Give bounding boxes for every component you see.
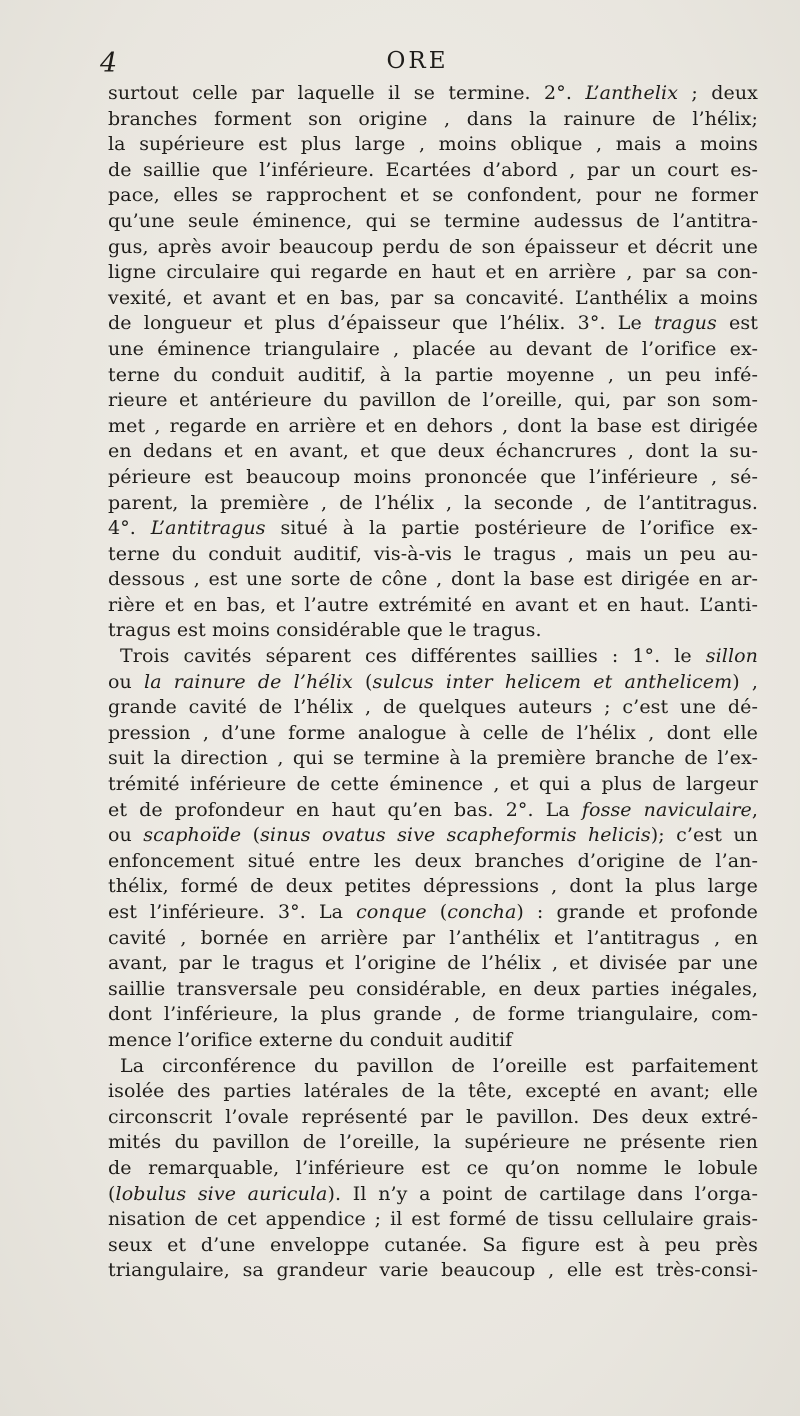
- text-line: [108, 849, 758, 875]
- text-run: triangulaire, sa grandeur varie beaucoup , elle est très-consi-: [108, 1259, 758, 1282]
- text-line: [108, 951, 758, 977]
- page-header: [0, 48, 800, 78]
- running-head: ORE: [386, 48, 449, 74]
- text-run: isolée des parties latérales de la tête, excepté en avant; elle: [108, 1080, 758, 1103]
- text-run: de remarquable, l’inférieure est ce qu’on nomme le lobule: [108, 1156, 758, 1179]
- text-run: rière et en bas, et l’autre extrémité en avant et en haut. L’anti-: [108, 593, 758, 616]
- text-run: de saillie que l’inférieure. Ecartées d’abord , par un court es-: [108, 158, 758, 181]
- text-run: cavité , bornée en arrière par l’anthélix et l’antitragus , en: [108, 926, 758, 949]
- text-run: situé à la partie postérieure de l’orifice ex-: [265, 517, 758, 540]
- italic-term: tragus: [654, 312, 717, 335]
- text-run: périeure est beaucoup moins prononcée que l’inférieure , sé-: [108, 465, 758, 488]
- text-line: [108, 1182, 758, 1208]
- text-line: [108, 977, 758, 1003]
- text-run: pression , d’une forme analogue à celle de l’hélix , dont elle: [108, 721, 758, 744]
- text-line: [108, 1105, 758, 1131]
- text-line: [108, 107, 758, 133]
- text-line: [108, 516, 758, 542]
- text-run: dessous , est une sorte de cône , dont la base est dirigée en ar-: [108, 568, 758, 591]
- text-run: circonscrit l’ovale représenté par le pavillon. Des deux extré-: [108, 1105, 758, 1128]
- text-line: [108, 81, 758, 107]
- text-line: [108, 874, 758, 900]
- text-line: [108, 311, 758, 337]
- page-number: 4: [100, 48, 118, 79]
- text-run: branches forment son origine , dans la rainure de l’hélix;: [108, 107, 758, 130]
- text-line: [108, 1156, 758, 1182]
- text-line: [108, 1233, 758, 1259]
- text-line: [108, 721, 758, 747]
- text-run: tragus est moins considérable que le tragus.: [108, 619, 542, 642]
- text-run: en dedans et en avant, et que deux échancrures , dont la su-: [108, 440, 758, 463]
- text-line: [108, 286, 758, 312]
- text-run: thélix, formé de deux petites dépressions , dont la plus large: [108, 875, 758, 898]
- text-run: mités du pavillon de l’oreille, la supérieure ne présente rien: [108, 1131, 758, 1154]
- italic-term: sillon: [705, 645, 758, 668]
- text-line: [108, 798, 758, 824]
- text-run: qu’une seule éminence, qui se termine audessus de l’antitra-: [108, 209, 758, 232]
- text-line: [108, 1079, 758, 1105]
- text-run: terne du conduit auditif, à la partie moyenne , un peu infé-: [108, 363, 758, 386]
- text-line: [108, 644, 758, 670]
- text-run: terne du conduit auditif, vis-à-vis le tragus , mais un peu au-: [108, 542, 758, 565]
- italic-term: L’antitragus: [150, 517, 266, 540]
- text-line: [108, 260, 758, 286]
- text-line: [108, 337, 758, 363]
- text-run: est: [716, 312, 758, 335]
- text-run: pace, elles se rapprochent et se confondent, pour ne former: [108, 184, 758, 207]
- text-run: (: [426, 901, 448, 923]
- text-run: avant, par le tragus et l’origine de l’hélix , et divisée par une: [108, 952, 758, 975]
- text-line: [108, 772, 758, 798]
- italic-term: lobulus sive auricula: [115, 1182, 328, 1205]
- text-run: ,: [751, 798, 758, 821]
- text-line: [108, 1054, 758, 1080]
- text-run: surtout celle par laquelle il se termine. 2°.: [108, 82, 586, 104]
- text-run: saillie transversale peu considérable, en deux parties inégales,: [108, 977, 758, 1000]
- italic-term: L’anthelix: [585, 82, 679, 104]
- italic-term: concha: [447, 901, 517, 923]
- text-line: [108, 158, 758, 184]
- text-run: rieure et antérieure du pavillon de l’oreille, qui, par son som-: [108, 389, 758, 412]
- text-line: [108, 414, 758, 440]
- text-run: enfoncement situé entre les deux branches d’origine de l’an-: [108, 849, 758, 872]
- text-run: seux et d’une enveloppe cutanée. Sa figure est à peu près: [108, 1233, 758, 1256]
- italic-term: la rainure de l’hélix: [144, 670, 353, 693]
- text-run: ) : grande et profonde: [516, 901, 758, 923]
- text-run: (: [352, 670, 373, 693]
- text-line: [108, 491, 758, 517]
- text-line: [108, 439, 758, 465]
- text-line: [108, 363, 758, 389]
- text-run: ou: [108, 670, 145, 693]
- text-run: ) ,: [732, 670, 758, 693]
- text-line: [108, 235, 758, 261]
- text-line: [108, 209, 758, 235]
- text-line: [108, 926, 758, 952]
- text-line: [108, 465, 758, 491]
- text-line: [108, 618, 758, 644]
- text-run: la supérieure est plus large , moins oblique , mais a moins: [108, 133, 758, 156]
- text-run: dont l’inférieure, la plus grande , de forme triangulaire, com-: [108, 1003, 758, 1026]
- text-run: vexité, et avant et en bas, par sa concavité. L’anthélix a moins: [108, 286, 758, 309]
- text-run: parent, la première , de l’hélix , la seconde , de l’antitragus.: [108, 491, 758, 514]
- text-run: ); c’est un: [650, 824, 759, 847]
- italic-term: sulcus inter helicem et anthelicem: [372, 670, 733, 693]
- text-run: mence l’orifice externe du conduit auditif: [108, 1028, 513, 1051]
- text-run: suit la direction , qui se termine à la première branche de l’ex-: [108, 747, 758, 770]
- text-run: ; deux: [678, 82, 758, 104]
- text-run: ligne circulaire qui regarde en haut et en arrière , par sa con-: [108, 261, 758, 284]
- italic-term: fosse naviculaire: [581, 798, 752, 821]
- text-run: une éminence triangulaire , placée au devant de l’orifice ex-: [108, 337, 758, 360]
- text-run: met , regarde en arrière et en dehors , dont la base est dirigée: [108, 414, 758, 437]
- text-run: 4°.: [108, 517, 151, 540]
- text-line: [108, 593, 758, 619]
- italic-term: conque: [356, 901, 427, 923]
- text-line: [108, 900, 758, 926]
- text-line: [108, 542, 758, 568]
- text-run: Trois cavités séparent ces différentes saillies : 1°. le: [120, 645, 706, 668]
- text-line: [108, 1002, 758, 1028]
- text-run: et de profondeur en haut qu’en bas. 2°. La: [108, 798, 582, 821]
- text-line: [108, 132, 758, 158]
- text-line: [108, 1207, 758, 1233]
- text-run: nisation de cet appendice ; il est formé de tissu cellulaire grais-: [108, 1208, 758, 1231]
- text-line: [108, 388, 758, 414]
- italic-term: scaphoïde: [143, 824, 242, 847]
- text-line: [108, 1028, 758, 1054]
- text-run: est l’inférieure. 3°. La: [108, 901, 357, 923]
- text-run: trémité inférieure de cette éminence , et qui a plus de largeur: [108, 773, 758, 796]
- text-run: gus, après avoir beaucoup perdu de son épaisseur et décrit une: [108, 235, 758, 258]
- text-line: [108, 670, 758, 696]
- text-line: [108, 695, 758, 721]
- italic-term: sinus ovatus sive scapheformis helicis: [260, 824, 651, 847]
- text-line: [108, 746, 758, 772]
- text-run: de longueur et plus d’épaisseur que l’hélix. 3°. Le: [108, 312, 655, 335]
- body-text: [108, 81, 758, 1284]
- text-line: [108, 1130, 758, 1156]
- text-run: La circonférence du pavillon de l’oreille est parfaitement: [120, 1054, 758, 1077]
- text-run: ). Il n’y a point de cartilage dans l’orga-: [327, 1182, 758, 1205]
- text-run: (: [108, 1182, 116, 1205]
- text-line: [108, 823, 758, 849]
- text-run: ou: [108, 824, 144, 847]
- text-line: [108, 1258, 758, 1284]
- text-line: [108, 183, 758, 209]
- text-line: [108, 567, 758, 593]
- text-run: grande cavité de l’hélix , de quelques auteurs ; c’est une dé-: [108, 696, 758, 719]
- text-run: (: [241, 824, 261, 847]
